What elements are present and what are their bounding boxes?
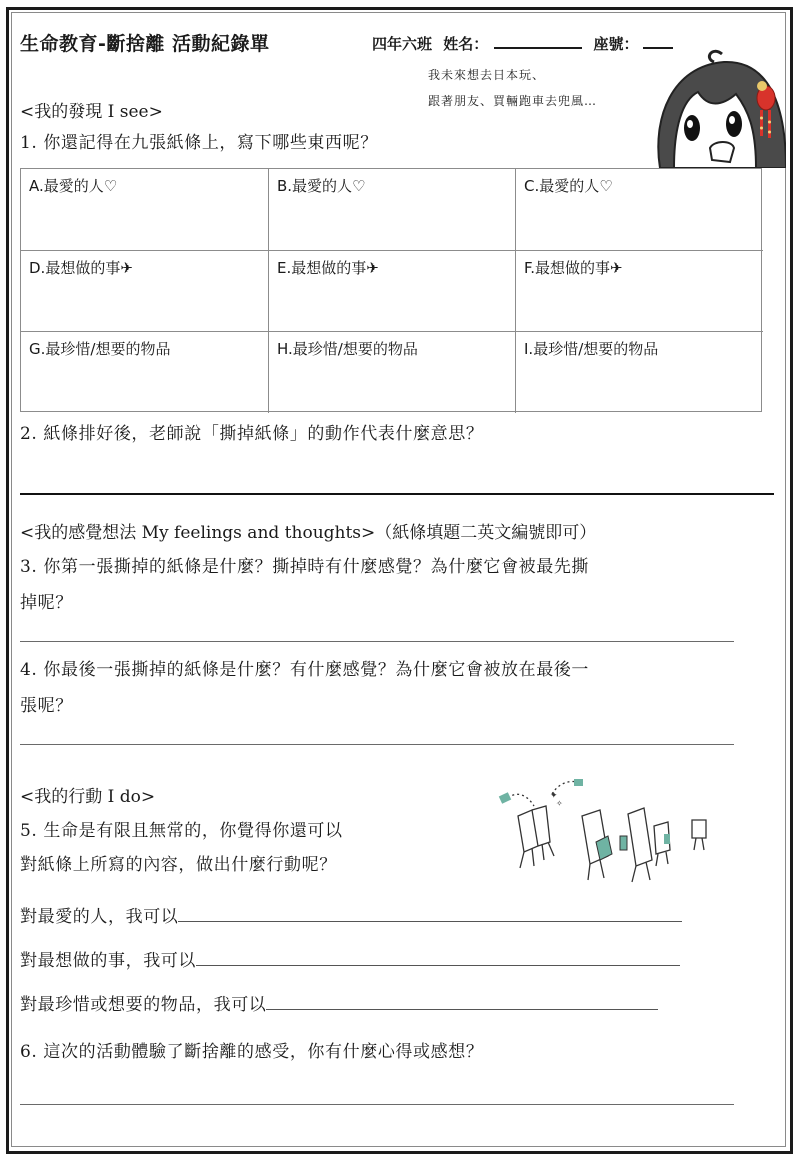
question-3-line-2: 掉呢？	[20, 593, 73, 613]
class-info	[372, 33, 673, 54]
walking-books-illustration	[492, 776, 722, 886]
question-6: 6. 這次的活動體驗了斷捨離的感受，你有什麼心得或感想？	[20, 1042, 484, 1062]
class-label: 四年六班	[372, 35, 433, 53]
speech-bubble-line-1: 我未來想去日本玩、	[428, 68, 546, 82]
slip-cell-f[interactable]: F.最想做的事✈	[516, 251, 763, 332]
question-3-line-1: 3. 你第一張撕掉的紙條是什麼？撕掉時有什麼感覺？為什麼它會被最先撕	[20, 557, 590, 577]
answer-line-things-to-do[interactable]	[196, 949, 680, 966]
slip-cell-d[interactable]: D.最想做的事✈	[21, 251, 269, 332]
section-heading-i-see: <我的發現 I see>	[20, 102, 163, 122]
speech-bubble-line-2: 跟著朋友、買輛跑車去兜風…	[428, 94, 598, 108]
question-4-line-2: 張呢？	[20, 696, 73, 716]
name-label: 姓名：	[443, 35, 489, 53]
section-heading-feelings: <我的感覺想法 My feelings and thoughts>（紙條填題二英文編號即可）	[20, 523, 597, 543]
action-prompt-loved-ones: 對最愛的人，我可以	[20, 902, 682, 927]
slip-cell-a[interactable]: A.最愛的人♡	[21, 169, 269, 251]
svg-text:✧: ✧	[556, 799, 563, 808]
answer-line-loved-ones[interactable]	[178, 905, 682, 922]
slip-cell-b[interactable]: B.最愛的人♡	[269, 169, 516, 251]
action-prompt-treasured-items: 對最珍惜或想要的物品，我可以	[20, 990, 658, 1015]
question-2: 2. 紙條排好後，老師說「撕掉紙條」的動作代表什麼意思？	[20, 424, 484, 444]
answer-line-treasured-items[interactable]	[266, 993, 658, 1010]
section-heading-i-do: <我的行動 I do>	[20, 787, 156, 807]
girl-character-illustration	[652, 48, 786, 168]
slip-cell-c[interactable]: C.最愛的人♡	[516, 169, 763, 251]
action-prompt-things-to-do: 對最想做的事，我可以	[20, 946, 680, 971]
seat-number-field[interactable]	[643, 33, 673, 49]
slip-cell-e[interactable]: E.最想做的事✈	[269, 251, 516, 332]
question-5-line-1: 5. 生命是有限且無常的，你覺得你還可以	[20, 821, 343, 841]
nine-slips-table	[20, 168, 762, 412]
slip-cell-g[interactable]: G.最珍惜/想要的物品	[21, 332, 269, 413]
answer-area-q2[interactable]	[20, 450, 760, 486]
seat-label: 座號：	[593, 35, 639, 53]
svg-text:✦: ✦	[550, 791, 558, 801]
question-5-line-2: 對紙條上所寫的內容，做出什麼行動呢？	[20, 855, 337, 875]
answer-line-q6[interactable]	[20, 1104, 734, 1105]
slip-cell-h[interactable]: H.最珍惜/想要的物品	[269, 332, 516, 413]
question-1: 1. 你還記得在九張紙條上，寫下哪些東西呢？	[20, 133, 378, 153]
worksheet-title: 生命教育-斷捨離 活動紀錄單	[20, 33, 270, 55]
question-4-line-1: 4. 你最後一張撕掉的紙條是什麼？有什麼感覺？為什麼它會被放在最後一	[20, 660, 590, 680]
section-divider	[20, 493, 774, 495]
name-field[interactable]	[494, 33, 582, 49]
answer-line-q4[interactable]	[20, 744, 734, 745]
answer-line-q3[interactable]	[20, 641, 734, 642]
slip-cell-i[interactable]: I.最珍惜/想要的物品	[524, 340, 659, 358]
